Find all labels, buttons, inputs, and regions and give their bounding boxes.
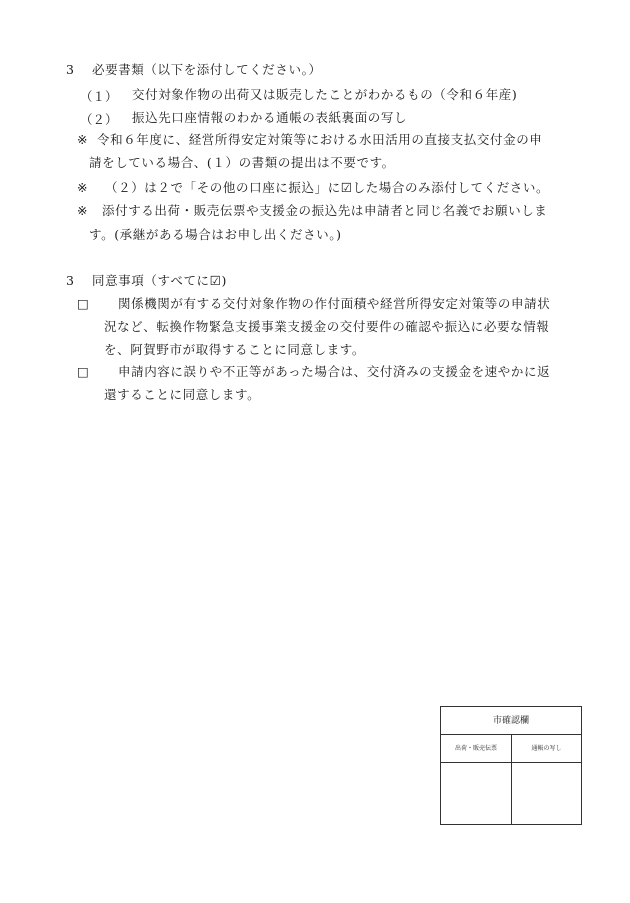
consent-1-line-3: を、阿賀野市が取得することに同意します。 <box>104 342 366 357</box>
doc-item-2-text: 振込先口座情報のわかる通帳の表紙裏面の写し <box>132 110 408 125</box>
doc-item-1-mark: （１） <box>80 89 118 104</box>
note-3-line-2: す。(承継がある場合はお申し出ください。) <box>89 227 342 242</box>
section-docs-title: 必要書類（以下を添付してください。） <box>92 62 322 77</box>
city-col-slip <box>441 735 512 824</box>
city-col-passbook <box>512 735 581 824</box>
consent-1-checkbox[interactable]: □ <box>77 296 89 311</box>
doc-item-1-text: 交付対象作物の出荷又は販売したことがわかるもの（令和６年産) <box>132 87 518 102</box>
consent-2-line-2: 還することに同意します。 <box>104 387 261 402</box>
consent-1-line-1: 関係機関が有する交付対象作物の作付面積や経営所得安定対策等の申請状 <box>118 296 551 311</box>
note-1-mark: ※ <box>77 132 88 147</box>
consent-2-checkbox[interactable]: □ <box>77 364 89 379</box>
note-2-mark: ※ <box>77 180 88 195</box>
city-col-slip-header: 出荷・販売伝票 <box>441 735 511 763</box>
city-confirmation-title: 市確認欄 <box>441 707 581 735</box>
note-3-line-1: 添付する出荷・販売伝票や支援金の振込先は申請者と同じ名義でお願いしま <box>102 203 548 218</box>
note-2-line-1: （２）は２で「その他の口座に振込」に☑した場合のみ添付してください。 <box>105 180 550 195</box>
note-3-mark: ※ <box>77 203 88 218</box>
consent-2-line-1: 申請内容に誤りや不正等があった場合は、交付済みの支援金を速やかに返 <box>118 364 551 379</box>
city-col-passbook-header: 通帳の写し <box>512 735 581 763</box>
doc-item-2-mark: （２） <box>80 112 118 127</box>
section-docs-number: 3 <box>66 62 74 77</box>
note-1-line-1: 令和６年度に、経営所得安定対策等における水田活用の直接支払交付金の申 <box>97 132 543 147</box>
note-1-line-2: 請をしている場合、(１）の書類の提出は不要です。 <box>89 155 395 170</box>
city-confirmation-box <box>440 706 582 825</box>
section-consent-title: 同意事項（すべてに☑) <box>92 273 227 288</box>
consent-1-line-2: 況など、転換作物緊急支援事業支援金の交付要件の確認や振込に必要な情報 <box>104 319 550 334</box>
section-consent-number: 3 <box>66 273 74 288</box>
